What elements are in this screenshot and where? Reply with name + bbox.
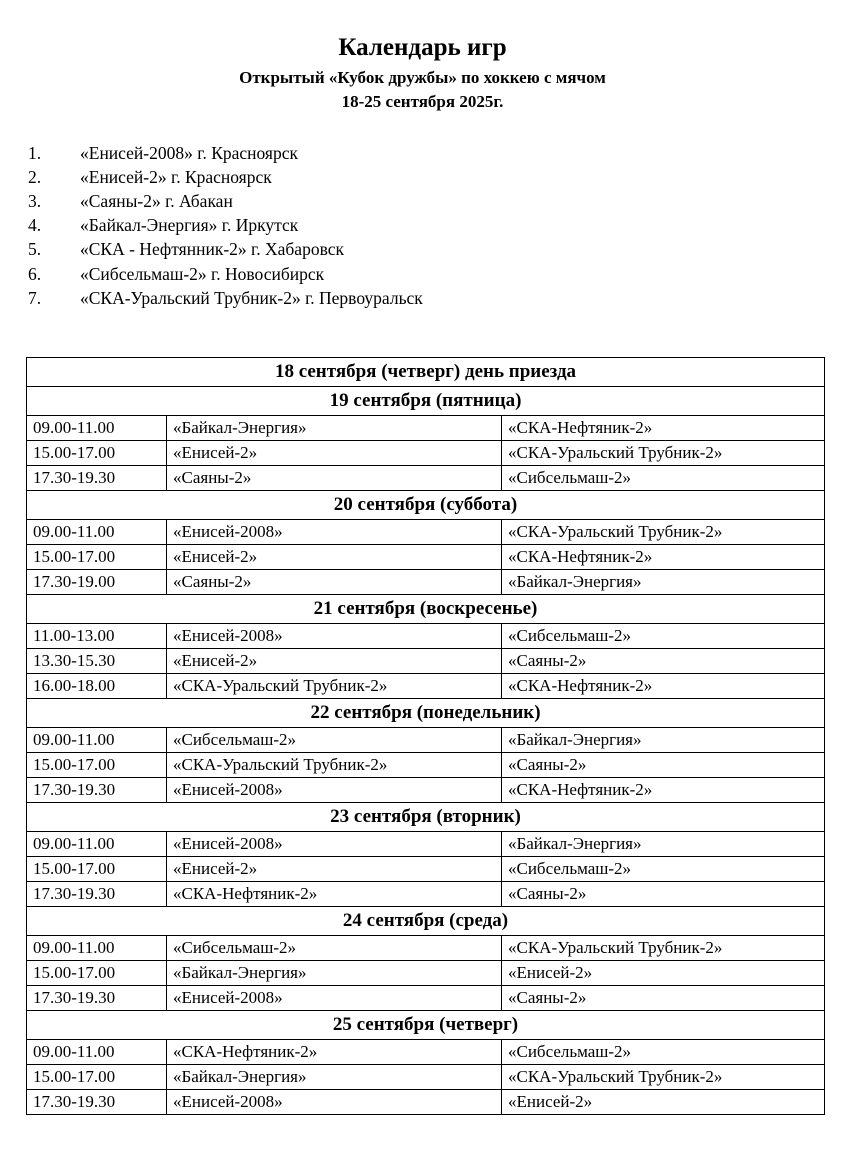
home-team: «Енисей-2» [167,857,502,882]
home-team: «Енисей-2008» [167,520,502,545]
home-team: «СКА-Нефтяник-2» [167,1040,502,1065]
game-time: 09.00-11.00 [27,936,167,961]
day-label: 25 сентября (четверг) [27,1011,825,1040]
home-team: «Енисей-2008» [167,986,502,1011]
game-time: 17.30-19.30 [27,778,167,803]
game-row [27,466,825,491]
day-header-row [27,699,825,728]
home-team: «Саяны-2» [167,466,502,491]
team-list [28,141,423,310]
day-label: 24 сентября (среда) [27,907,825,936]
game-row [27,570,825,595]
team-list-item [28,165,423,189]
game-time: 15.00-17.00 [27,441,167,466]
team-number: 7. [28,287,42,308]
game-row [27,753,825,778]
team-name: «Саяны-2» г. Абакан [80,190,233,211]
home-team: «Байкал-Энергия» [167,961,502,986]
away-team: «СКА-Уральский Трубник-2» [502,520,825,545]
team-name: «СКА-Уральский Трубник-2» г. Первоуральск [80,287,423,308]
home-team: «Байкал-Энергия» [167,416,502,441]
game-time: 17.30-19.30 [27,882,167,907]
home-team: «Енисей-2008» [167,624,502,649]
day-header-row [27,491,825,520]
game-time: 11.00-13.00 [27,624,167,649]
day-header-row [27,595,825,624]
game-row [27,936,825,961]
away-team: «Байкал-Энергия» [502,728,825,753]
game-time: 09.00-11.00 [27,416,167,441]
team-name: «Байкал-Энергия» г. Иркутск [80,215,299,236]
away-team: «Саяны-2» [502,649,825,674]
team-number: 5. [28,239,42,260]
game-row [27,778,825,803]
game-time: 15.00-17.00 [27,857,167,882]
team-list-item [28,238,423,262]
away-team: «Саяны-2» [502,753,825,778]
day-label: 21 сентября (воскресенье) [27,595,825,624]
game-row [27,882,825,907]
team-list-item [28,141,423,165]
page-title: Календарь игр [338,34,507,61]
away-team: «СКА-Уральский Трубник-2» [502,441,825,466]
away-team: «Саяны-2» [502,882,825,907]
day-label: 19 сентября (пятница) [27,387,825,416]
arrival-label: 18 сентября (четверг) день приезда [27,358,825,387]
game-time: 15.00-17.00 [27,961,167,986]
away-team: «СКА-Уральский Трубник-2» [502,1065,825,1090]
game-time: 09.00-11.00 [27,728,167,753]
away-team: «Байкал-Энергия» [502,570,825,595]
game-time: 15.00-17.00 [27,545,167,570]
away-team: «Енисей-2» [502,961,825,986]
game-row [27,1090,825,1115]
game-row [27,961,825,986]
away-team: «СКА-Нефтяник-2» [502,778,825,803]
day-header-row [27,387,825,416]
game-row [27,986,825,1011]
away-team: «Сибсельмаш-2» [502,857,825,882]
team-name: «Енисей-2» г. Красноярск [80,166,272,187]
tournament-dates: 18-25 сентября 2025г. [341,92,504,111]
home-team: «Саяны-2» [167,570,502,595]
game-time: 13.30-15.30 [27,649,167,674]
day-label: 20 сентября (суббота) [27,491,825,520]
away-team: «Саяны-2» [502,986,825,1011]
away-team: «Сибсельмаш-2» [502,624,825,649]
home-team: «Байкал-Энергия» [167,1065,502,1090]
game-row [27,649,825,674]
team-number: 2. [28,166,42,187]
home-team: «СКА-Нефтяник-2» [167,882,502,907]
away-team: «Енисей-2» [502,1090,825,1115]
game-time: 09.00-11.00 [27,1040,167,1065]
day-header-row [27,803,825,832]
game-row [27,441,825,466]
team-list-item [28,286,423,310]
team-list-item [28,262,423,286]
team-name: «Сибсельмаш-2» г. Новосибирск [80,263,325,284]
day-header-row [27,907,825,936]
game-time: 09.00-11.00 [27,520,167,545]
team-name: «СКА - Нефтянник-2» г. Хабаровск [80,239,344,260]
game-row [27,1065,825,1090]
home-team: «СКА-Уральский Трубник-2» [167,674,502,699]
arrival-row [27,358,825,387]
game-row [27,624,825,649]
away-team: «СКА-Нефтяник-2» [502,674,825,699]
day-label: 23 сентября (вторник) [27,803,825,832]
day-header-row [27,1011,825,1040]
game-row [27,416,825,441]
game-time: 17.30-19.30 [27,1090,167,1115]
game-row [27,832,825,857]
page-subtitle: Открытый «Кубок дружбы» по хоккею с мячом [239,68,606,87]
game-time: 15.00-17.00 [27,753,167,778]
game-time: 17.30-19.00 [27,570,167,595]
team-list-item [28,189,423,213]
home-team: «Енисей-2008» [167,778,502,803]
away-team: «СКА-Нефтяник-2» [502,416,825,441]
away-team: «Байкал-Энергия» [502,832,825,857]
home-team: «Сибсельмаш-2» [167,728,502,753]
away-team: «СКА-Нефтяник-2» [502,545,825,570]
game-time: 15.00-17.00 [27,1065,167,1090]
game-time: 17.30-19.30 [27,466,167,491]
home-team: «Енисей-2» [167,441,502,466]
schedule-table [26,357,825,1115]
day-label: 22 сентября (понедельник) [27,699,825,728]
team-number: 6. [28,263,42,284]
home-team: «Енисей-2» [167,545,502,570]
game-row [27,674,825,699]
away-team: «Сибсельмаш-2» [502,466,825,491]
home-team: «СКА-Уральский Трубник-2» [167,753,502,778]
team-list-item [28,214,423,238]
game-time: 16.00-18.00 [27,674,167,699]
team-number: 4. [28,215,42,236]
away-team: «Сибсельмаш-2» [502,1040,825,1065]
home-team: «Енисей-2» [167,649,502,674]
team-number: 3. [28,190,42,211]
game-row [27,1040,825,1065]
home-team: «Енисей-2008» [167,832,502,857]
game-row [27,545,825,570]
game-row [27,520,825,545]
game-row [27,857,825,882]
home-team: «Енисей-2008» [167,1090,502,1115]
home-team: «Сибсельмаш-2» [167,936,502,961]
game-time: 09.00-11.00 [27,832,167,857]
away-team: «СКА-Уральский Трубник-2» [502,936,825,961]
team-number: 1. [28,142,42,163]
game-time: 17.30-19.30 [27,986,167,1011]
game-row [27,728,825,753]
team-name: «Енисей-2008» г. Красноярск [80,142,298,163]
